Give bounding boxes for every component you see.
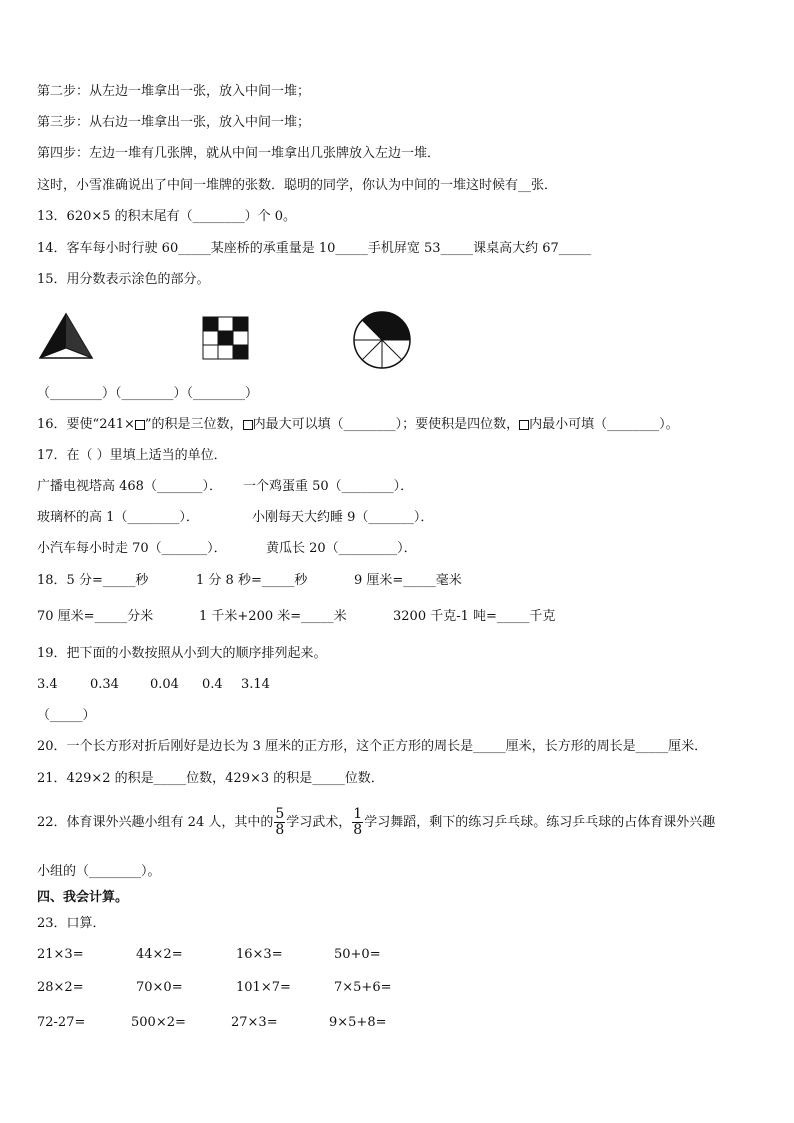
- calc-item: 70×0=: [136, 980, 183, 995]
- intro-step2: 第二步：从左边一堆拿出一张，放入中间一堆；: [37, 84, 311, 99]
- q18-c: 9 厘米=_____毫米: [354, 573, 462, 588]
- grid-figure: [202, 316, 250, 360]
- blank-box-icon: [519, 420, 529, 430]
- q19-answer: （_____）: [37, 708, 96, 723]
- q18-d: 70 厘米=_____分米: [37, 609, 154, 624]
- calc-item: 21×3=: [37, 947, 84, 962]
- circle-figure: [352, 310, 412, 370]
- question-13: 13．620×5 的积末尾有（________）个 0。: [37, 209, 297, 224]
- grid-cell: [218, 331, 233, 345]
- calc-item: 72-27=: [37, 1015, 86, 1030]
- q16-part-b: ”的积是三位数，: [144, 417, 243, 432]
- fraction-denominator: 8: [275, 822, 285, 838]
- q17-row1-right: 一个鸡蛋重 50（________）．: [243, 479, 414, 494]
- q18-f: 3200 千克-1 吨=_____千克: [393, 609, 556, 624]
- q18-e: 1 千米+200 米=_____米: [199, 609, 347, 624]
- question-23-title: 23．口算．: [37, 916, 106, 931]
- blank-box-icon: [135, 420, 145, 430]
- grid-cell: [203, 317, 218, 331]
- q18-a: 18．5 分=_____秒: [37, 573, 149, 588]
- calc-item: 50+0=: [334, 947, 381, 962]
- grid-cell: [218, 345, 233, 359]
- question-15-answers: （________）（________）（________）: [37, 386, 259, 401]
- intro-step4: 第四步：左边一堆有几张牌，就从中间一堆拿出几张牌放入左边一堆．: [37, 146, 441, 161]
- fraction: [274, 807, 285, 838]
- fraction-denominator: 8: [353, 822, 363, 838]
- q19-num: 0.34: [90, 677, 119, 692]
- question-14: 14．客车每小时行驶 60_____某座桥的承重量是 10_____手机屏宽 53_____课桌高大约 67_____: [37, 241, 592, 256]
- circle-sector-shaded: [362, 312, 382, 340]
- q19-num: 3.14: [241, 677, 270, 692]
- q22-part-a: 22．体育课外兴趣小组有 24 人，其中的: [37, 815, 274, 830]
- grid-cell: [203, 345, 218, 359]
- q19-num: 0.04: [150, 677, 179, 692]
- calc-item: 7×5+6=: [334, 980, 392, 995]
- calc-item: 9×5+8=: [329, 1015, 387, 1030]
- question-19-title: 19．把下面的小数按照从小到大的顺序排列起来。: [37, 646, 327, 661]
- question-21: 21．429×2 的积是_____位数，429×3 的积是_____位数．: [37, 771, 384, 786]
- calc-item: 28×2=: [37, 980, 84, 995]
- q17-row3-left: 小汽车每小时走 70（_______）．: [37, 541, 227, 556]
- q22-part-c: 学习舞蹈，剩下的练习乒乓球。练习乒乓球的占体育课外兴趣: [364, 815, 716, 830]
- grid-cell: [233, 331, 248, 345]
- fraction-numerator: 5: [275, 806, 285, 822]
- q17-row2-right: 小刚每天大约睡 9（_______）．: [252, 510, 434, 525]
- calc-item: 27×3=: [231, 1015, 278, 1030]
- question-15: 15．用分数表示涂色的部分。: [37, 272, 210, 287]
- grid-cell: [218, 317, 233, 331]
- q19-num: 3.4: [37, 677, 58, 692]
- calc-item: 16×3=: [236, 947, 283, 962]
- intro-conclusion: 这时，小雪准确说出了中间一堆牌的张数．聪明的同学，你认为中间的一堆这时候有__张．: [37, 178, 558, 193]
- q22-continued: 小组的（________）。: [37, 864, 161, 879]
- intro-step3: 第三步：从右边一堆拿出一张，放入中间一堆；: [37, 115, 311, 130]
- q22-part-b: 学习武术，: [286, 815, 352, 830]
- grid-cell: [203, 331, 218, 345]
- q16-part-a: 16．要使“241×: [37, 417, 135, 432]
- q16-part-c: 内最大可以填（________）；要使积是四位数，: [252, 417, 520, 432]
- grid-cell: [233, 345, 248, 359]
- triangle-figure: [38, 312, 94, 360]
- q16-part-d: 内最小可填（________）。: [529, 417, 679, 432]
- calc-item: 500×2=: [131, 1015, 186, 1030]
- q19-num: 0.4: [202, 677, 223, 692]
- fraction-numerator: 1: [353, 806, 363, 822]
- q17-row3-right: 黄瓜长 20（_________）．: [266, 541, 417, 556]
- question-20: 20．一个长方形对折后刚好是边长为 3 厘米的正方形，这个正方形的周长是_____厘米，长方形的周长是_____厘米．: [37, 739, 708, 754]
- question-17-title: 17．在（ ）里填上适当的单位．: [37, 448, 227, 463]
- grid-cell: [233, 317, 248, 331]
- calc-item: 44×2=: [136, 947, 183, 962]
- section-4-heading: 四、我会计算。: [37, 890, 129, 905]
- fraction: [352, 807, 363, 838]
- q17-row1-left: 广播电视塔高 468（_______）．: [37, 479, 222, 494]
- calc-item: 101×7=: [236, 980, 291, 995]
- question-16: [37, 417, 679, 433]
- q17-row2-left: 玻璃杯的高 1（________）．: [37, 510, 199, 525]
- question-22: [37, 806, 715, 840]
- q18-b: 1 分 8 秒=_____秒: [196, 573, 308, 588]
- blank-box-icon: [243, 420, 253, 430]
